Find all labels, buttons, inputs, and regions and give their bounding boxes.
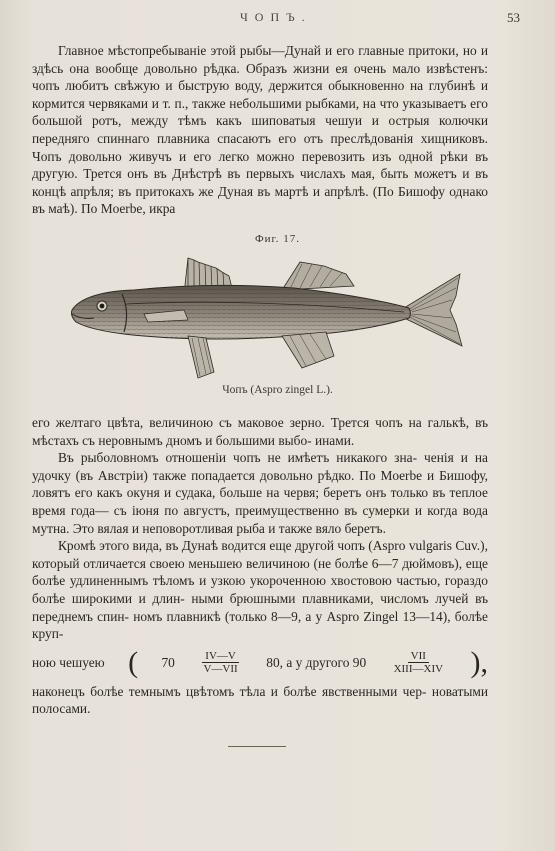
- close-paren: ),: [470, 645, 488, 679]
- formula-number-2: 80, а у другого 90: [266, 654, 367, 670]
- figure-caption: Чопъ (Aspro zingel L.).: [222, 384, 333, 396]
- figure-label: Фиг. 17.: [254, 233, 301, 245]
- paragraph-eggs: его желтаго цвѣта, величиною съ маковое зерно. Трется чопъ на галькѣ, въ мѣстахъ съ неровнымъ дномъ и большими выбо- инами.: [32, 415, 488, 448]
- page-number: 53: [507, 10, 520, 25]
- page-header: [60, 10, 520, 28]
- paragraphs-main: [32, 414, 488, 718]
- paragraph-text: Главное мѣстопребываніе этой рыбы—Дунай и его главные притоки, но и здѣсь она вообще довольно рѣдка. Образъ жизни ея очень мало извѣстенъ: чопъ любитъ свѣжую и быструю воду, держится обыкновенно на глубинѣ и кормится червяками и т. п., также небольшими рыбками, на что указываетъ его большой ротъ, между тѣмъ какъ шиповатыя чешуи и острыя колючки передняго спиннаго плавника спасаютъ его отъ преслѣдованія хищниковъ. Чопъ довольно живучъ и его легко можно перевозить изъ одной рѣки въ другую. Трется онъ въ Днѣстрѣ въ первыхъ числахъ мая, быть можетъ и въ концѣ апрѣля; въ притокахъ же Дуная въ мартѣ и апрѣлѣ. (По Бишофу однако въ маѣ). По Moerbe, икра: [32, 43, 488, 217]
- scale-count-formula: [32, 643, 488, 683]
- fraction-2-numerator: VII: [408, 650, 429, 663]
- fraction-2-denominator: XIII—XIV: [393, 663, 444, 676]
- formula-number-1: 70: [161, 654, 175, 670]
- fish-illustration: [64, 252, 474, 382]
- paragraph-ending: наконецъ болѣе темнымъ цвѣтомъ тѣла и болѣе явственными чер- новатыми полосами.: [32, 683, 488, 717]
- section-divider: [228, 746, 286, 747]
- open-paren: (: [128, 645, 139, 679]
- paragraph-other-species: Кромѣ этого вида, въ Дунаѣ водится еще другой чопъ (Aspro vulgaris Cuv.), который отличается своею меньшею величиною (не болѣе 6—7 дюймовъ), еще болѣе удлиненнымъ тѣломъ и узкою укороченною хвостовою частью, гораздо болѣе широкими и длин- ными брюшными плавниками, числомъ лучей въ переднемъ спин- номъ плавникѣ (только 8—9, а у Aspro Zingel 13—14), болѣе круп-: [32, 538, 488, 642]
- fraction-1-numerator: IV—V: [202, 650, 239, 663]
- fraction-1: [202, 650, 239, 675]
- fraction-2: [394, 650, 443, 675]
- formula-lead: ною чешуею: [32, 654, 105, 670]
- running-title: ЧОПЪ.: [240, 10, 312, 24]
- paragraph-habitat: [32, 42, 488, 218]
- paragraph-fishing: Въ рыболовномъ отношеніи чопъ не имѣетъ никакого зна- ченія и на удочку (въ Австріи) также попадается довольно рѣдко. По Moerbe и Бишофу, ловятъ его какъ окуня и судака, больше на червя; беретъ онъ только въ теплое время года— съ іюня по августъ, преимущественно въ сумерки и когда вода мутна. Это вялая и неповоротливая рыба и также вяло беретъ.: [32, 450, 488, 536]
- fraction-1-denominator: V—VII: [203, 663, 238, 676]
